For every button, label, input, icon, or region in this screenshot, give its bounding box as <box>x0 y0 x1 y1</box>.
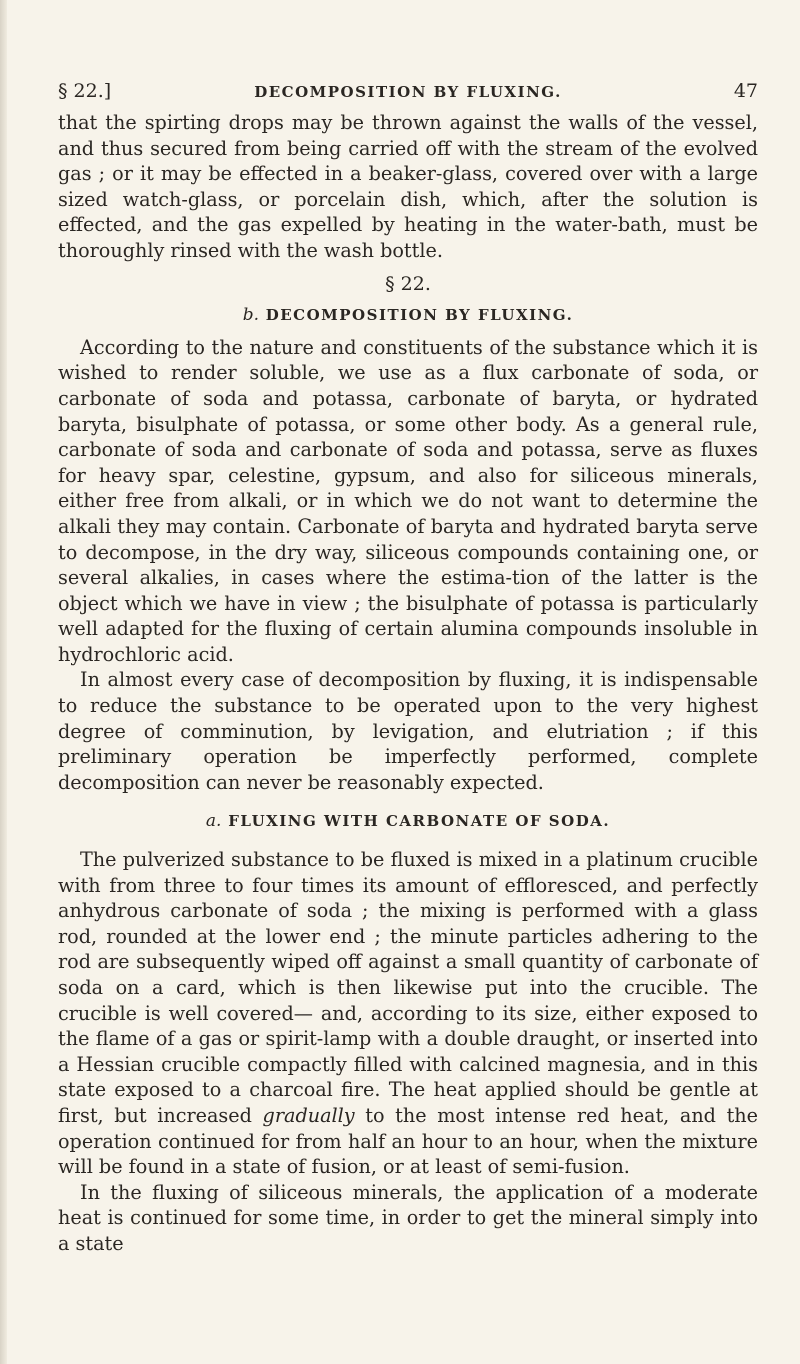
paragraph-pulverized-text-1: The pulverized substance to be fluxed is mixed in a platinum crucible with from three to four times its amount of effloresced, and perfectly anhydrous carbonate of soda ; the mixing is performed with a glass rod, rounded at the lower end ; the minute particles adhering to the rod are subsequently wiped off against a small quantity of carbonate of soda on a card, which is then likewise put into the crucible. The crucible is well covered— and, according to its size, either exposed to the flame of a gas or spirit-lamp with a double draught, or inserted into a Hessian crucible compactly filled with calcined magnesia, and in this state exposed to a charcoal fire. The heat applied should be gentle at first, but increased <box>58 848 758 1127</box>
running-head-title: DECOMPOSITION BY FLUXING. <box>254 83 562 101</box>
subhead-a <box>58 809 758 835</box>
running-head-section: § 22.] <box>58 80 112 102</box>
paragraph-almost-every-case: In almost every case of decomposition by fluxing, it is indispensable to reduce the substance to be operated upon to the very highest degree of comminution, by levigation, and elutriation ; if this preliminary operation be imperfectly performed, complete decomposition can never be reasonably expected. <box>58 668 758 794</box>
subhead-b-letter: b. <box>242 305 259 326</box>
emphasis-gradually: gradually <box>262 1103 355 1127</box>
page-body <box>58 110 758 1257</box>
paragraph-pulverized-text-2: to the most intense red heat, and the operation continued for from half an hour to an hour, when the mixture will be found in a state of fusion, or at least of semi-fusion. <box>58 1103 758 1179</box>
page-edge <box>0 0 7 1364</box>
subhead-b-title: DECOMPOSITION BY FLUXING. <box>265 306 574 325</box>
section-number: § 22. <box>385 272 431 295</box>
subhead-a-title: FLUXING WITH CARBONATE OF SODA. <box>228 812 611 831</box>
subhead-b <box>58 303 758 329</box>
subhead-a-letter: a. <box>205 811 222 832</box>
paragraph-continued: that the spirting drops may be thrown against the walls of the vessel, and thus secured from being carried off with the stream of the evolved gas ; or it may be effected in a beaker-glass, covered over with a large sized watch-glass, or porcelain dish, which, after the solution is effected, and the gas expelled by heating in the water-bath, must be thoroughly rinsed with the wash bottle. <box>58 111 758 262</box>
book-page <box>58 78 758 1257</box>
paragraph-pulverized <box>58 847 758 1180</box>
paragraph-siliceous: In the fluxing of siliceous minerals, the application of a moderate heat is continued for some time, in order to get the mineral simply into a state <box>58 1180 758 1255</box>
page-number: 47 <box>733 80 758 102</box>
running-head <box>58 78 758 108</box>
paragraph-according: According to the nature and constituents of the substance which it is wished to render soluble, we use as a flux carbonate of soda, or carbonate of soda and potassa, carbonate of baryta, or hydrated baryta, bisulphate of potassa, or some other body. As a general rule, carbonate of soda and carbonate of soda and potassa, serve as fluxes for heavy spar, celestine, gypsum, and also for siliceous minerals, either free from alkali, or in which we do not want to determine the alkali they may contain. Carbonate of baryta and hydrated baryta serve to decompose, in the dry way, siliceous compounds containing one, or several alkalies, in cases where the estima-tion of the latter is the object which we have in view ; the bisulphate of potassa is particularly well adapted for the fluxing of certain alumina compounds insoluble in hydrochloric acid. <box>58 335 758 666</box>
